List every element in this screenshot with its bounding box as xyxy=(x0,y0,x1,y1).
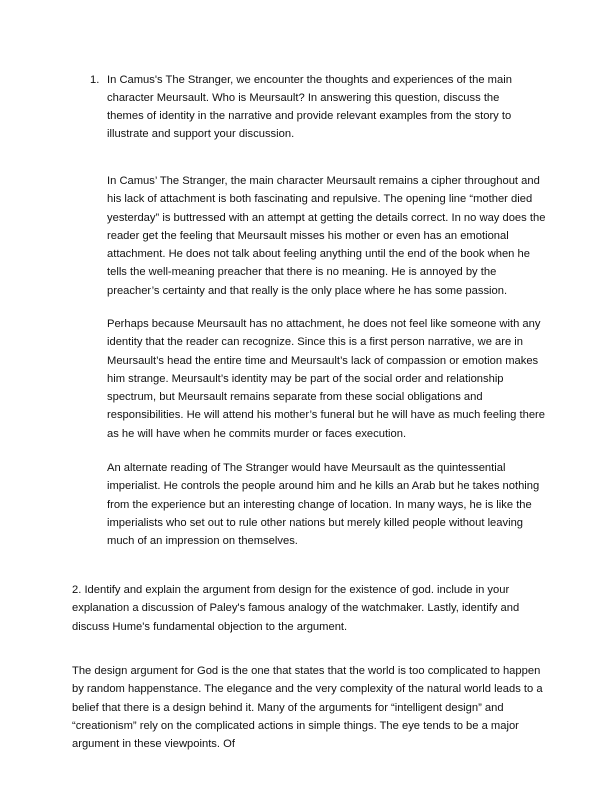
question-1-text: In Camus's The Stranger, we encounter the thoughts and experiences of the main character Meursault. Who is Meursault? In answering this question, discuss the themes of identity in the narrative and provide relevant examples from the story to illustrate and support your discussion. xyxy=(107,74,512,140)
answer-1-paragraph-3: An alternate reading of The Stranger would have Meursault as the quintessential imperialist. He controls the people around him and he kills an Arab but he takes nothing from the experience but an interesting change of location. In many ways, he is like the imperialists who set out to rule other nations but merely killed people without leaving much of an impression on themselves. xyxy=(107,462,540,548)
question-1 xyxy=(90,71,530,143)
answer-1-paragraph-1: In Camus’ The Stranger, the main character Meursault remains a cipher throughout and his lack of attachment is both fascinating and repulsive. The opening line “mother died yesterday” is buttressed with an attempt at getting the details correct. In no way does the reader get the feeling that Meursault misses his mother or even has an emotional attachment. He does not talk about feeling anything until the end of the book when he tells the well-meaning preacher that there is no meaning. He is annoyed by the preacher’s certainty and that really is the only place where he has some passion. xyxy=(107,175,546,297)
answer-1-paragraph-2: Perhaps because Meursault has no attachment, he does not feel like someone with any identity that the reader can recognize. Since this is a first person narrative, we are in Meursault’s head the entire time and Meursault’s lack of compassion or emotion makes him strange. Meursault’s identity may be part of the social order and relationship spectrum, but Meursault remains separate from these social obligations and responsibilities. He will attend his mother’s funeral but he will have as much feeling there as he will have when he commits murder or faces execution. xyxy=(107,318,545,440)
question-2-text: 2. Identify and explain the argument from design for the existence of god. include in your explanation a discussion of Paley's famous analogy of the watchmaker. Lastly, identify and discuss Hume's fundamental objection to the argument. xyxy=(72,584,520,633)
question-1-number: 1. xyxy=(90,74,100,86)
answer-2-paragraph-1: The design argument for God is the one that states that the world is too complicated to happen by random happenstance. The elegance and the very complexity of the natural world leads to a belief that there is a design behind it. Many of the arguments for “intelligent design” and “creationism” rely on the complicated actions in simple things. The eye tends to be a major argument in these viewpoints. Of xyxy=(72,665,543,751)
